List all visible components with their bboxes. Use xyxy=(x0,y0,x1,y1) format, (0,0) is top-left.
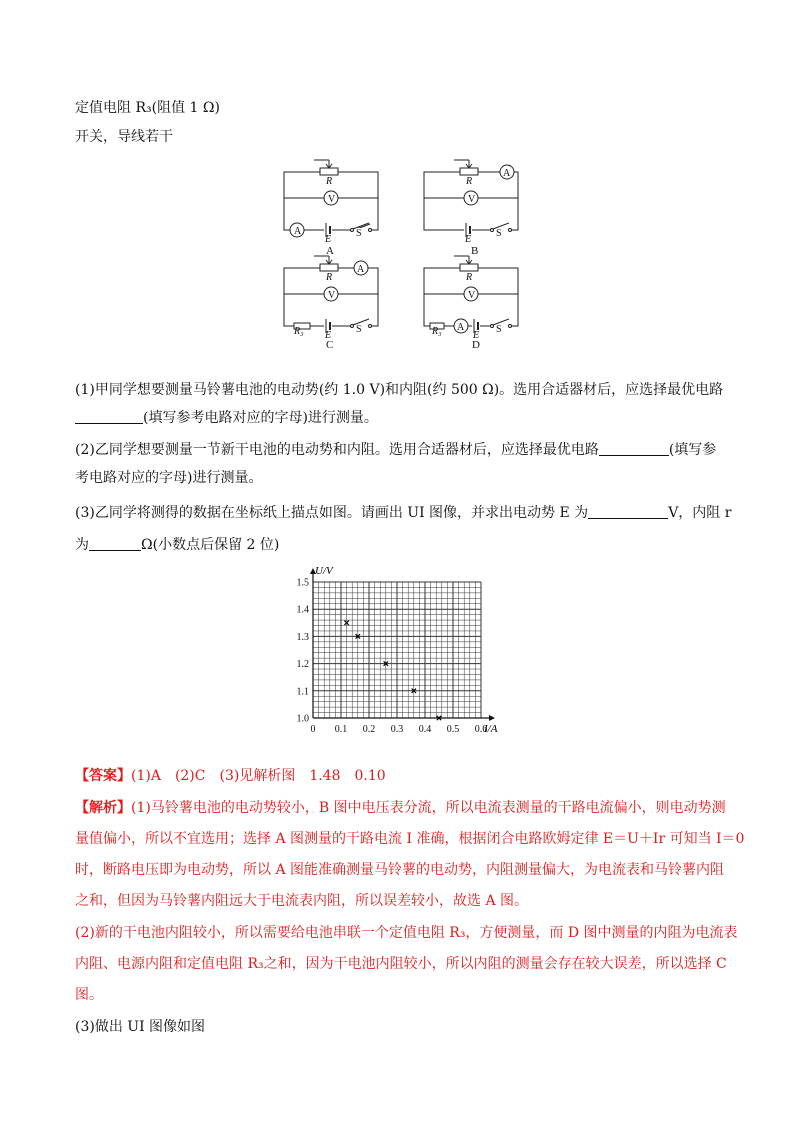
y-tick-label: 1.0 xyxy=(296,713,309,725)
q2-line2: 考电路对应的字母)进行测量。 xyxy=(75,470,263,486)
analysis-p2-l2: 内阻、电源内阻和定值电阻 R₃之和，因为干电池内阻较小，所以内阻的测量会存在较大误差，所以选择 C xyxy=(75,956,727,972)
circuit-letter-c: C xyxy=(326,339,334,350)
equipment-switch-wires: 开关，导线若干 xyxy=(75,129,173,145)
label-r-d: R xyxy=(466,272,473,283)
label-v-c: V xyxy=(328,290,336,301)
q3-line2-tail: Ω(小数点后保留 2 位) xyxy=(141,537,280,553)
chart-xlabel: I/A xyxy=(484,723,498,735)
answer-line xyxy=(75,766,386,786)
label-r-a: R xyxy=(326,176,333,187)
label-r3-d: R₃ xyxy=(432,326,442,337)
answer-tag: 【答案】 xyxy=(75,768,131,784)
answer-text: (1)A (2)C (3)见解析图 1.48 0.10 xyxy=(131,768,386,784)
q2-answer-blank[interactable] xyxy=(599,441,669,456)
label-a-d: A xyxy=(457,322,465,333)
circuit-letter-b: B xyxy=(471,245,479,257)
label-e-c: E xyxy=(325,330,332,341)
q2-line1-tail: (填写参 xyxy=(668,442,717,458)
label-e-d: E xyxy=(473,330,480,341)
chart-ylabel: U/V xyxy=(315,565,333,577)
label-a-a: A xyxy=(294,226,302,237)
q3-line1-tail: V，内阻 r xyxy=(668,505,732,521)
q1-line1: (1)甲同学想要测量马铃薯电池的电动势(约 1.0 V)和内阻(约 500 Ω)。选用合适器材后，应选择最优电路 xyxy=(75,382,724,398)
q2-line1-text: (2)乙同学想要测量一节新干电池的电动势和内阻。选用合适器材后，应选择最优电路 xyxy=(75,442,599,458)
x-tick-label: 0.2 xyxy=(362,724,376,735)
label-s-d: S xyxy=(496,324,502,335)
label-v-b: V xyxy=(468,194,476,205)
y-tick-label: 1.4 xyxy=(296,604,309,616)
x-tick-label: 0 xyxy=(310,724,316,735)
y-tick-label: 1.3 xyxy=(296,631,309,643)
label-r-c: R xyxy=(326,272,333,283)
ui-chart xyxy=(285,560,525,740)
q3-resistance-blank[interactable] xyxy=(89,536,141,551)
chart-grid xyxy=(313,582,481,718)
q3-line1 xyxy=(75,503,731,523)
q1-line2 xyxy=(75,408,378,428)
analysis-p1-l3: 时，断路电压即为电动势，所以 A 图能准确测量马铃薯的电动势，内阻测量偏大，为电流表和马铃薯内阻 xyxy=(75,862,725,878)
q3-line2-head: 为 xyxy=(75,537,89,553)
circuit-letter-d: D xyxy=(472,339,480,350)
x-tick-label: 0.1 xyxy=(334,724,348,735)
q3-line1-text: (3)乙同学将测得的数据在坐标纸上描点如图。请画出 UI 图像，并求出电动势 E 为 xyxy=(75,505,589,521)
circuit-letter-a: A xyxy=(326,245,334,257)
analysis-tag: 【解析】 xyxy=(75,800,131,816)
x-tick-label: 0.5 xyxy=(446,724,460,735)
label-a-b: A xyxy=(503,168,511,179)
analysis-p1-l1 xyxy=(75,798,726,818)
label-v-d: V xyxy=(468,290,476,301)
q1-answer-blank[interactable] xyxy=(75,409,143,424)
analysis-p1-l4: 之和，但因为马铃薯内阻远大于电流表内阻，所以误差较小，故选 A 图。 xyxy=(75,893,529,909)
q3-line2 xyxy=(75,535,279,555)
label-s-b: S xyxy=(496,228,502,239)
label-s-c: S xyxy=(356,324,362,335)
label-e-b: E xyxy=(465,234,472,245)
analysis-p1-l1-text: (1)马铃薯电池的电动势较小，B 图中电压表分流，所以电流表测量的干路电流偏小，则电动势测 xyxy=(131,800,726,816)
y-tick-label: 1.5 xyxy=(296,577,309,589)
x-tick-label: 0.3 xyxy=(390,724,404,735)
x-tick-label: 0.4 xyxy=(418,724,432,735)
analysis-p3: (3)做出 UI 图像如图 xyxy=(75,1019,206,1035)
label-v-a: V xyxy=(328,194,336,205)
chart-points xyxy=(344,621,441,721)
analysis-p1-l2: 量值偏小，所以不宜选用；选择 A 图测量的干路电流 I 准确，根据闭合电路欧姆定律 E＝U＋Ir 可知当 I＝0 xyxy=(75,831,745,847)
analysis-p2-l1: (2)新的干电池内阻较小，所以需要给电池串联一个定值电阻 R₃，方便测量，而 D 图中测量的内阻为电流表 xyxy=(75,925,738,941)
q1-line2-text: (填写参考电路对应的字母)进行测量。 xyxy=(143,410,378,426)
y-tick-label: 1.2 xyxy=(296,659,309,671)
label-s-a: S xyxy=(356,228,362,239)
label-r3-c: R₃ xyxy=(294,326,304,337)
analysis-p2-l3: 图。 xyxy=(75,987,103,1003)
equipment-fixed-resistor: 定值电阻 R₃(阻值 1 Ω) xyxy=(75,100,220,116)
circuit-diagrams xyxy=(0,150,800,350)
q3-emf-blank[interactable] xyxy=(588,504,668,519)
label-e-a: E xyxy=(325,234,332,245)
q2-line1 xyxy=(75,440,716,460)
x-axis-arrow xyxy=(489,715,495,721)
x-tick-label: 0.6 xyxy=(474,724,488,735)
y-tick-label: 1.1 xyxy=(296,686,309,698)
label-a-c: A xyxy=(357,264,365,275)
label-r-b: R xyxy=(466,176,473,187)
